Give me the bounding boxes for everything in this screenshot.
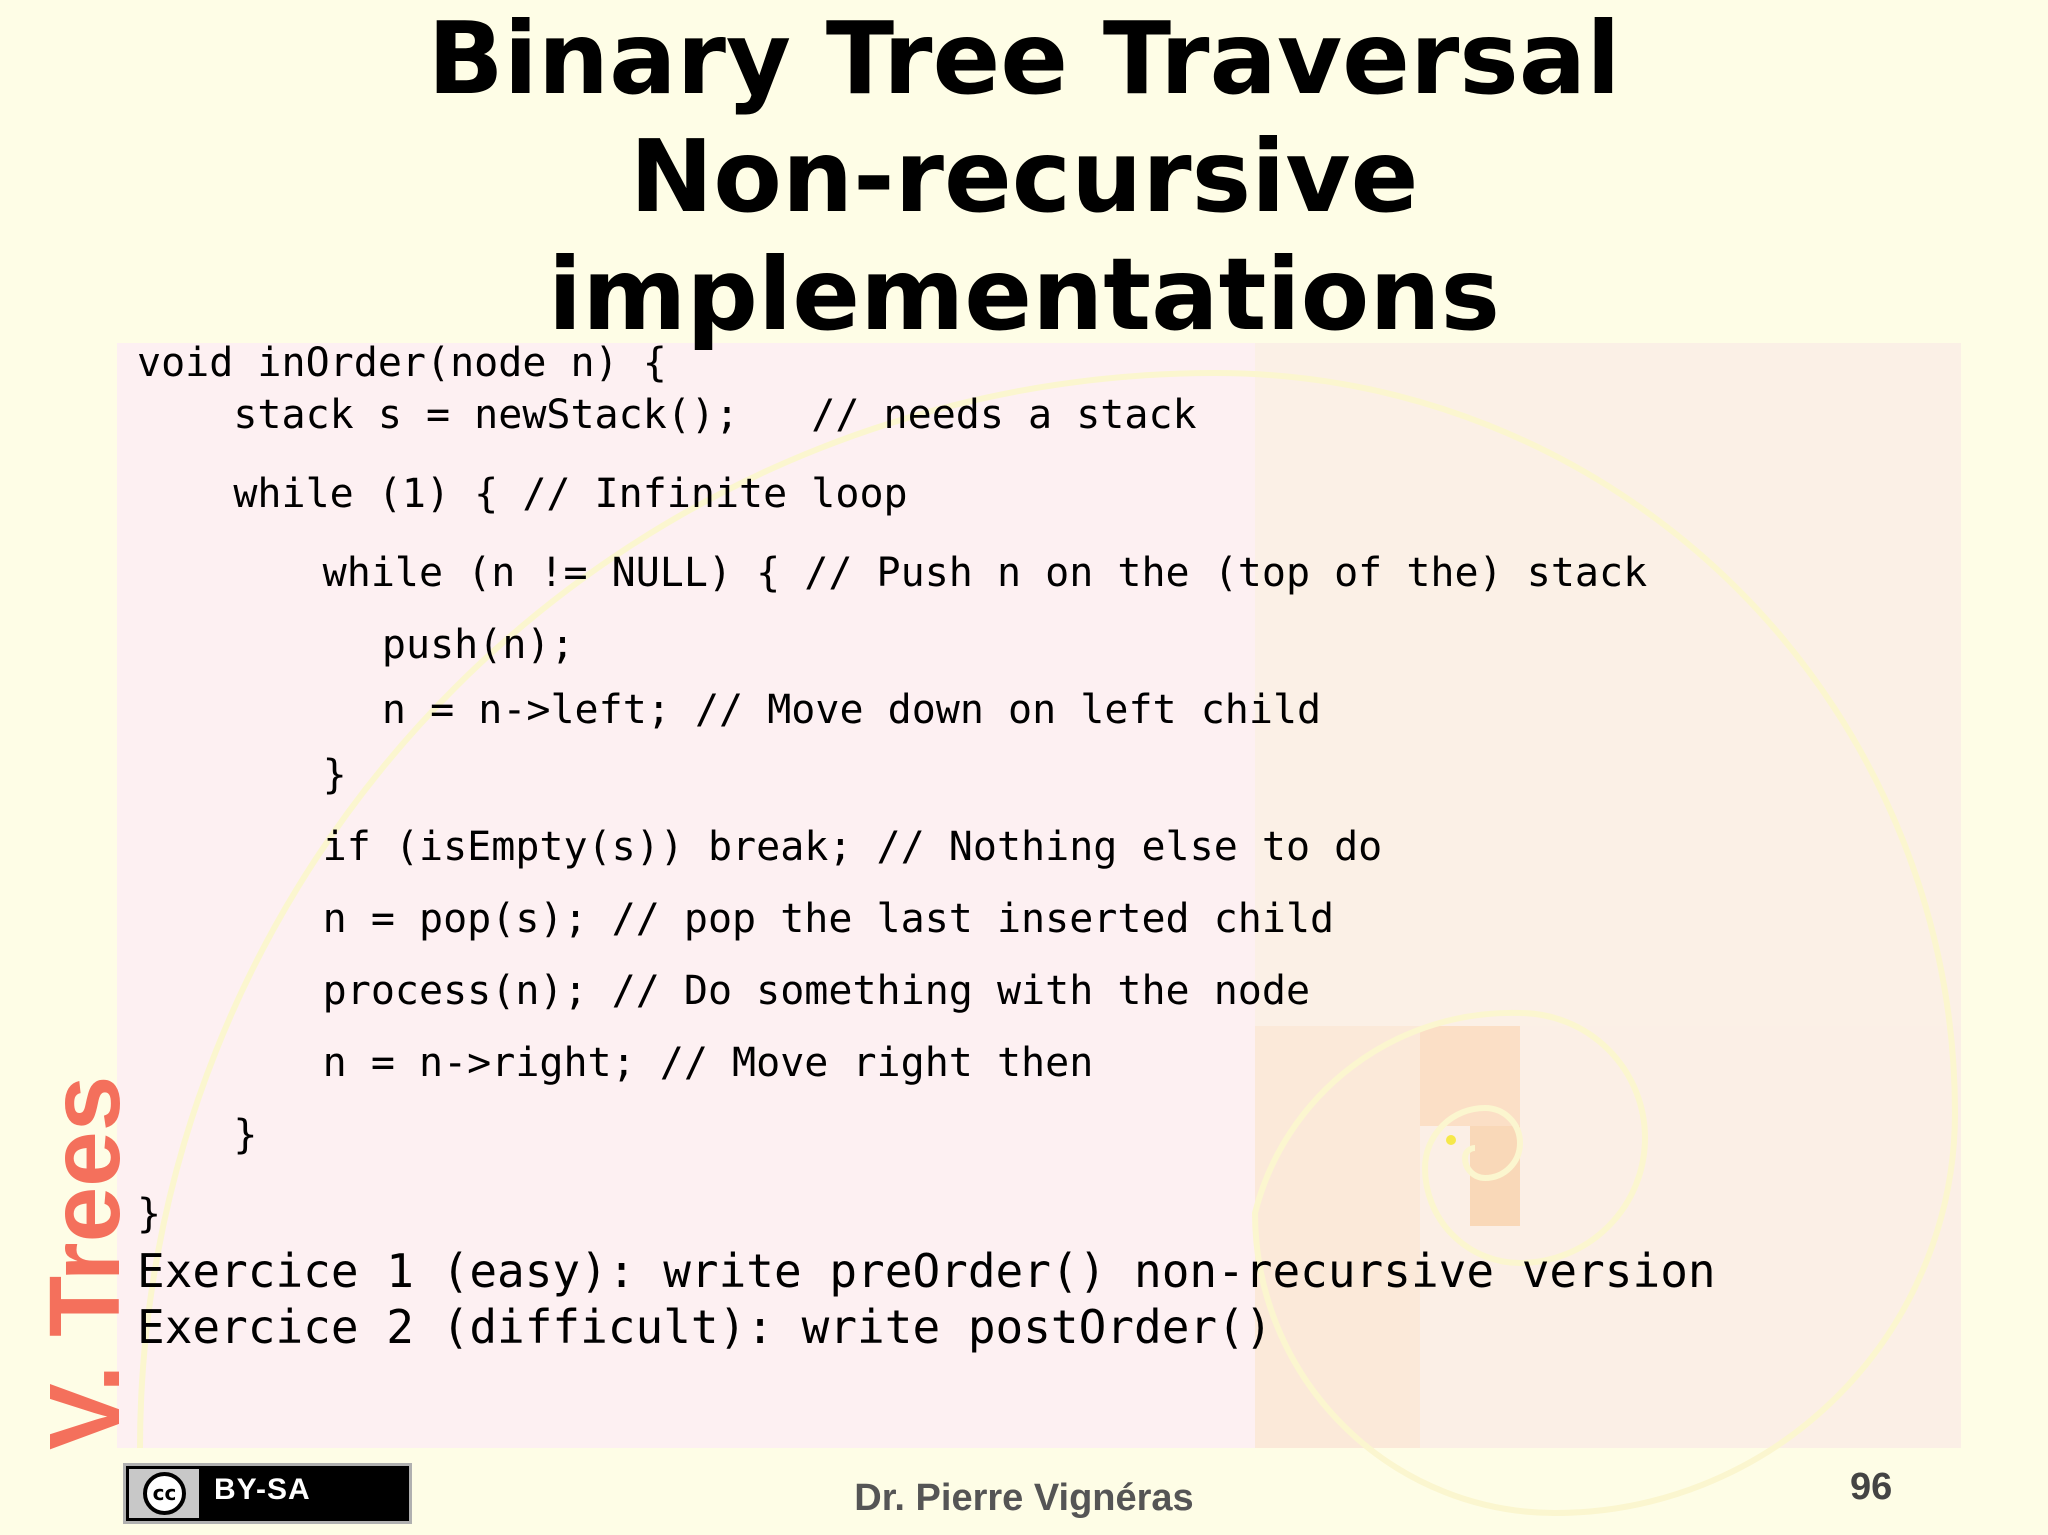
code-line-2: stack s = newStack(); // needs a stack <box>137 392 1197 438</box>
title-line-3: implementations <box>547 236 1501 353</box>
code-line-7: } <box>130 752 347 798</box>
code-line-13: } <box>137 1191 162 1237</box>
code-line-9: n = pop(s); // pop the last inserted child <box>130 896 1335 942</box>
page-number: 96 <box>1850 1466 1893 1508</box>
section-side-label: V. Trees <box>29 1075 141 1450</box>
panel-small-block-2 <box>1470 1126 1520 1226</box>
slide-title <box>0 0 2048 354</box>
cc-icon: cc <box>143 1472 186 1515</box>
code-line-11: n = n->right; // Move right then <box>130 1040 1094 1086</box>
footer-author: Dr. Pierre Vignéras <box>854 1477 1194 1519</box>
exercise-2: Exercice 2 (difficult): write postOrder() <box>137 1300 1273 1354</box>
code-line-3: while (1) { // Infinite loop <box>137 471 908 517</box>
code-line-1: void inOrder(node n) { <box>137 340 667 386</box>
license-label: BY-SA <box>214 1473 311 1506</box>
panel-small-block <box>1420 1026 1520 1126</box>
exercise-1: Exercice 1 (easy): write preOrder() non-recursive version <box>137 1244 1716 1298</box>
title-line-1: Binary Tree Traversal <box>427 0 1621 117</box>
title-line-2: Non-recursive <box>629 118 1419 235</box>
code-line-12: } <box>137 1112 258 1158</box>
code-line-8: if (isEmpty(s)) break; // Nothing else to do <box>130 824 1383 870</box>
code-line-6: n = n->left; // Move down on left child <box>117 687 1322 733</box>
code-line-4: while (n != NULL) { // Push n on the (top of the) stack <box>130 550 1648 596</box>
code-line-10: process(n); // Do something with the node <box>130 968 1311 1014</box>
code-line-5: push(n); <box>117 622 575 668</box>
